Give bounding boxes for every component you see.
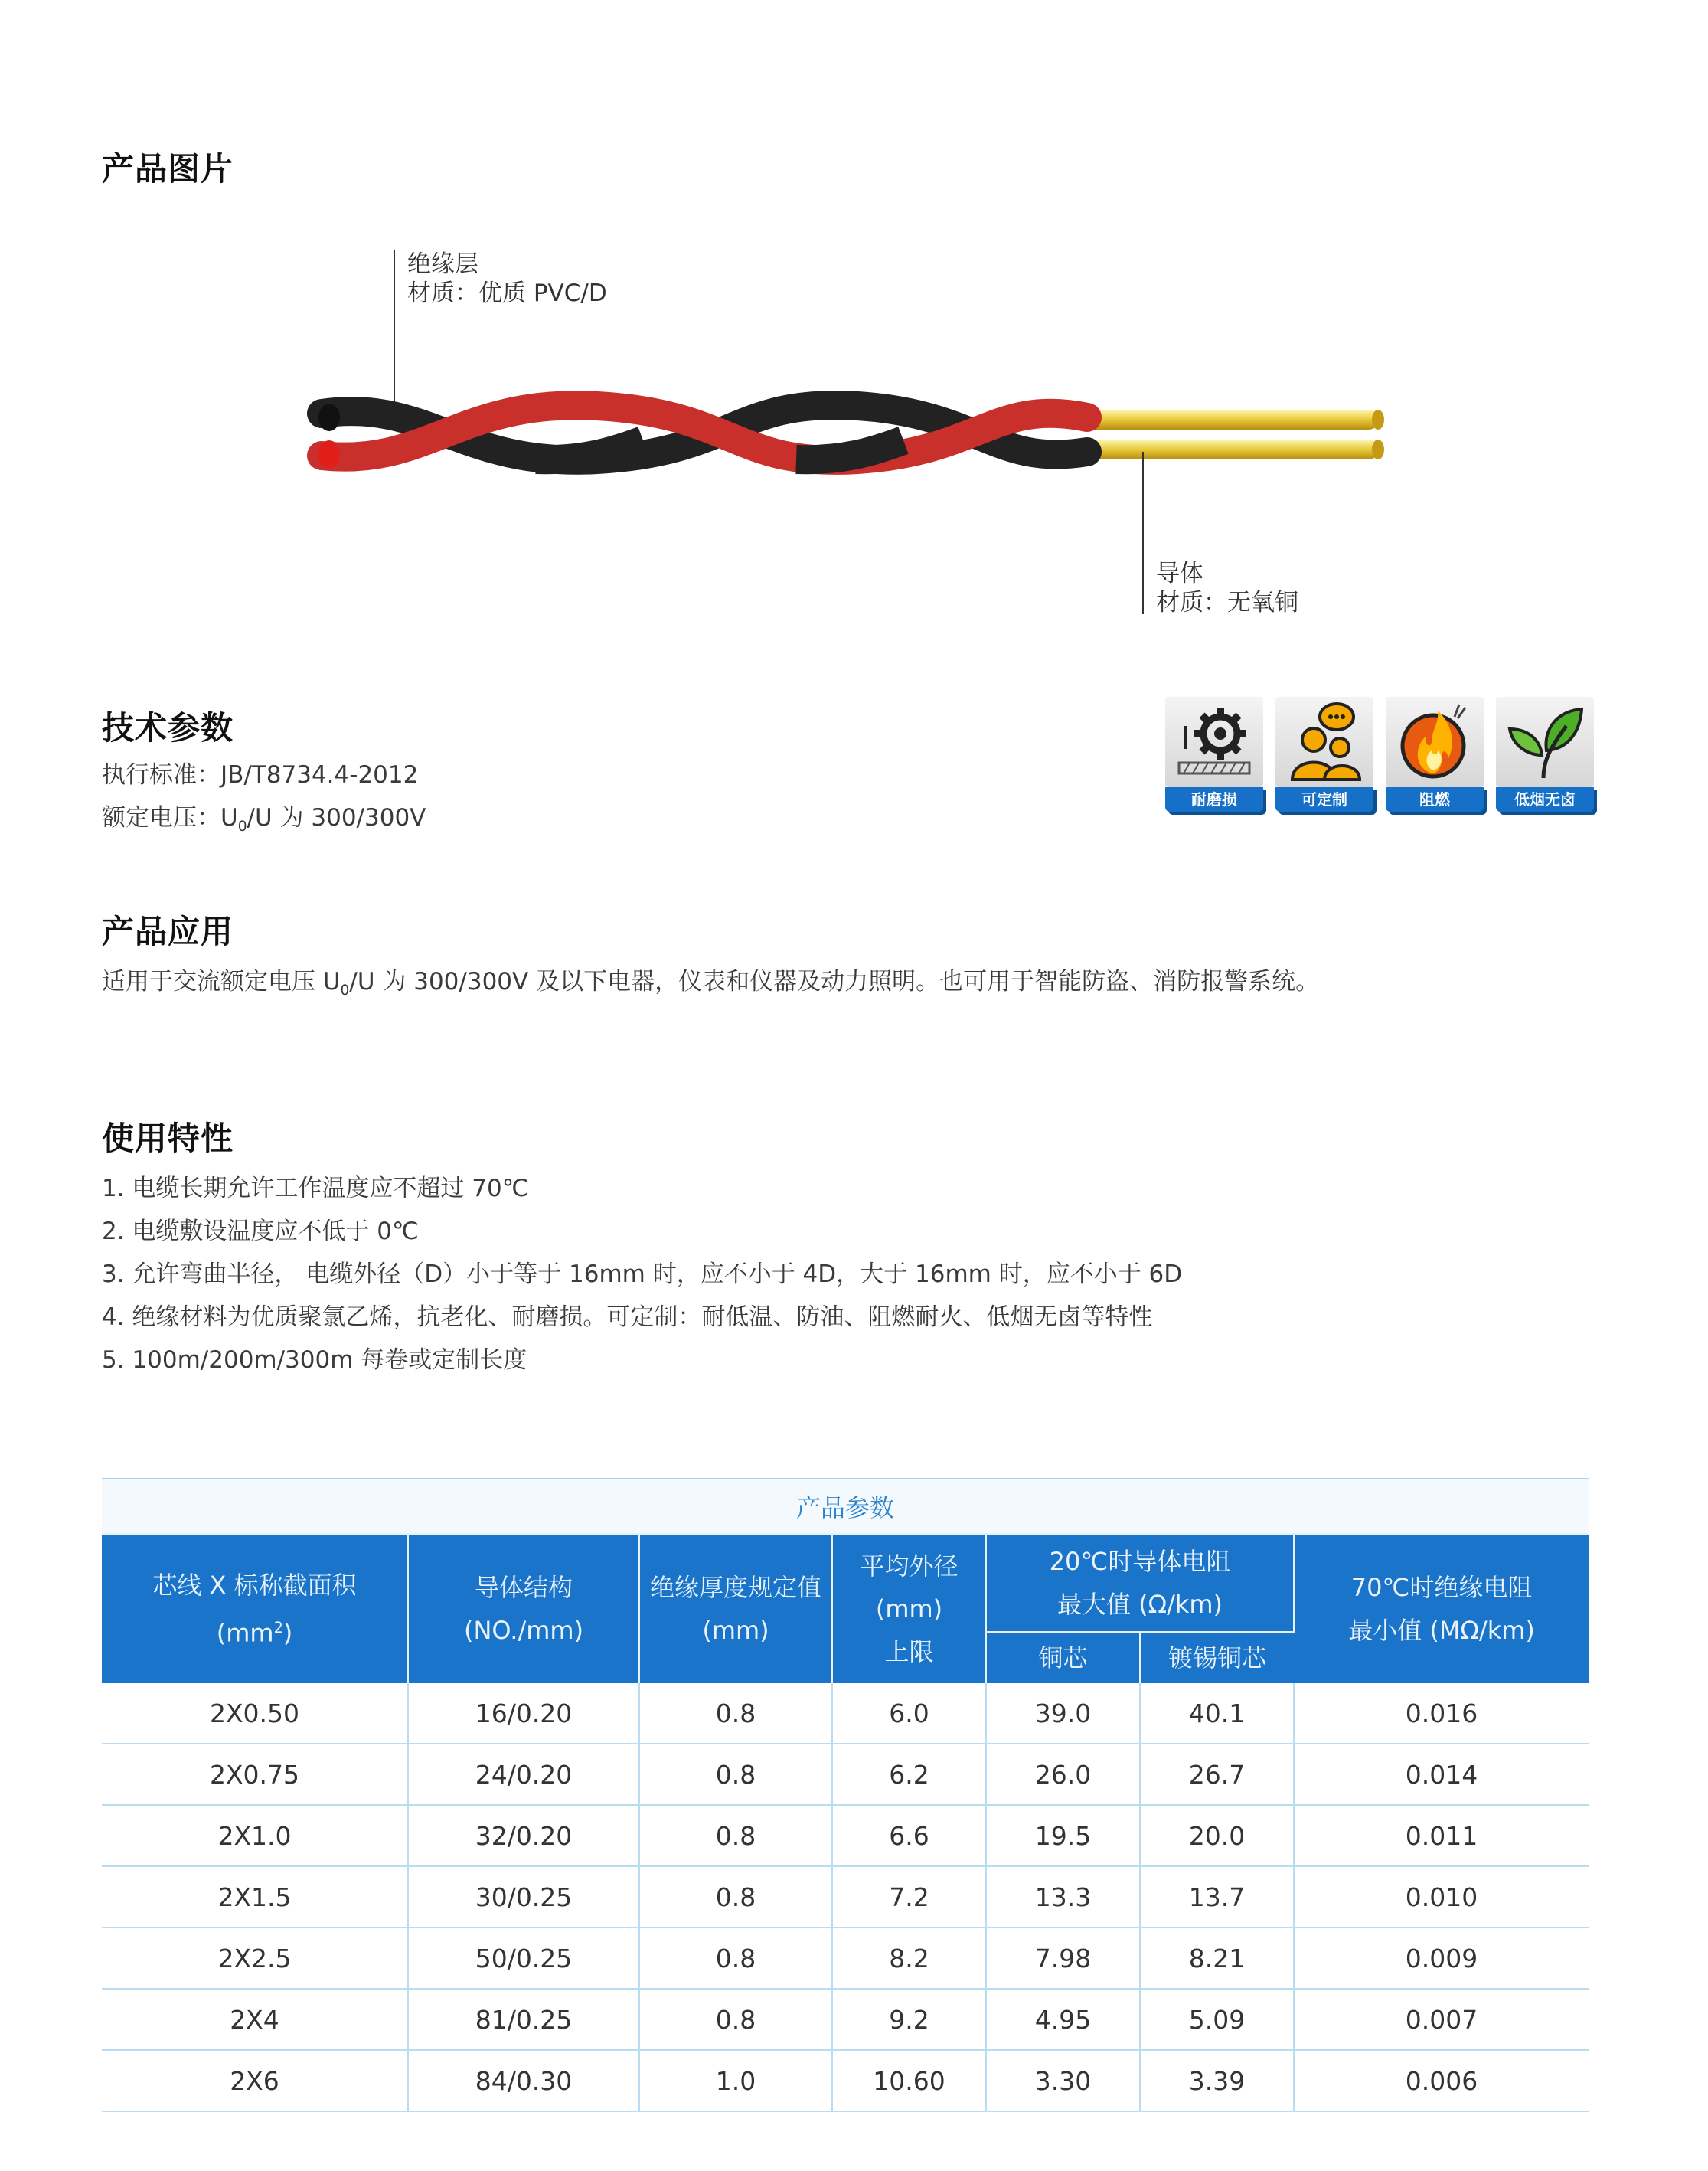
cell-conductor-structure: 50/0.25 <box>408 1927 639 1989</box>
tech-standard: 执行标准：JB/T8734.4-2012 <box>102 761 419 789</box>
badge-low-smoke-halogen-free <box>1496 697 1594 813</box>
header-outer-diameter-unit: (mm) <box>875 1594 943 1623</box>
feature-item: 5. 100m/200m/300m 每卷或定制长度 <box>102 1346 527 1374</box>
header-unit-close: ) <box>282 1618 293 1648</box>
cell-outer-diameter: 9.2 <box>832 1989 986 2050</box>
cell-cross-section: 2X0.50 <box>102 1683 408 1744</box>
table-header-row <box>102 1534 1589 1632</box>
twisted-cable-illustration <box>306 383 1393 490</box>
application-text-suffix: /U 为 300/300V 及以下电器，仪表和仪器及动力照明。也可用于智能防盗、消防报警系统。 <box>349 968 1320 996</box>
header-conductor-resistance-label: 20℃时导体电阻 <box>1049 1547 1231 1576</box>
cell-copper-resistance: 3.30 <box>986 2050 1140 2111</box>
flame-icon <box>1395 700 1474 784</box>
cell-conductor-structure: 30/0.25 <box>408 1866 639 1927</box>
black-wire-overlap <box>536 440 643 459</box>
cell-tinned-resistance: 20.0 <box>1140 1805 1294 1866</box>
cell-tinned-resistance: 5.09 <box>1140 1989 1294 2050</box>
gear-icon <box>1176 703 1252 780</box>
cell-cross-section: 2X1.0 <box>102 1805 408 1866</box>
table-caption-row <box>102 1479 1589 1534</box>
header-outer-diameter <box>832 1534 986 1683</box>
badge-flame-retardant <box>1386 697 1484 813</box>
feature-item: 4. 绝缘材料为优质聚氯乙烯，抗老化、耐磨损。可定制：耐低温、防油、阻燃耐火、低烟无卤等特性 <box>102 1303 1153 1331</box>
badge-caption: 低烟无卤 <box>1496 787 1594 812</box>
red-wire-end <box>318 440 340 468</box>
section-title-features: 使用特性 <box>102 1120 234 1157</box>
cell-copper-resistance: 19.5 <box>986 1805 1140 1866</box>
cell-outer-diameter: 6.0 <box>832 1683 986 1744</box>
cell-insulation-thickness: 0.8 <box>639 1989 832 2050</box>
cell-tinned-resistance: 26.7 <box>1140 1744 1294 1805</box>
cell-conductor-structure: 84/0.30 <box>408 2050 639 2111</box>
cell-outer-diameter: 7.2 <box>832 1866 986 1927</box>
tech-voltage-sub: 0 <box>237 819 247 835</box>
conductor-leader-line <box>1142 452 1144 614</box>
conductor-callout-title: 导体 <box>1156 560 1203 587</box>
cell-insulation-resistance: 0.010 <box>1294 1866 1589 1927</box>
table-row <box>102 2050 1589 2111</box>
cell-insulation-resistance: 0.014 <box>1294 1744 1589 1805</box>
feature-item: 1. 电缆长期允许工作温度应不超过 70℃ <box>102 1175 529 1202</box>
conductor-strand-top <box>1079 410 1378 430</box>
cell-outer-diameter: 8.2 <box>832 1927 986 1989</box>
cell-tinned-resistance: 13.7 <box>1140 1866 1294 1927</box>
table-row <box>102 1989 1589 2050</box>
header-insulation-thickness-unit: (mm) <box>702 1616 769 1645</box>
cell-conductor-structure: 24/0.20 <box>408 1744 639 1805</box>
header-copper-core: 铜芯 <box>986 1632 1140 1683</box>
header-outer-diameter-label: 平均外径 <box>860 1551 959 1581</box>
header-insulation-resistance-unit: 最小值 (MΩ/km) <box>1348 1616 1535 1645</box>
application-text <box>102 962 1319 999</box>
tech-voltage <box>102 798 426 835</box>
people-chat-icon <box>1283 700 1366 784</box>
cell-conductor-structure: 16/0.20 <box>408 1683 639 1744</box>
table-row <box>102 1866 1589 1927</box>
cell-cross-section: 2X2.5 <box>102 1927 408 1989</box>
header-unit-sup: 2 <box>273 1618 283 1636</box>
conductor-tip-top <box>1372 410 1384 430</box>
product-parameters-table <box>102 1478 1589 2112</box>
cell-insulation-thickness: 0.8 <box>639 1744 832 1805</box>
conductor-callout-material: 材质：无氧铜 <box>1156 589 1298 616</box>
cell-copper-resistance: 4.95 <box>986 1989 1140 2050</box>
header-cross-section-unit <box>103 1607 407 1655</box>
table-row <box>102 1683 1589 1744</box>
cell-insulation-thickness: 1.0 <box>639 2050 832 2111</box>
insulation-callout <box>407 250 607 308</box>
black-wire-end <box>318 404 340 431</box>
header-outer-diameter-limit: 上限 <box>884 1637 934 1666</box>
leaf-icon <box>1505 705 1585 781</box>
section-title-tech: 技术参数 <box>102 709 234 747</box>
cell-tinned-resistance: 8.21 <box>1140 1927 1294 1989</box>
cell-insulation-resistance: 0.011 <box>1294 1805 1589 1866</box>
cell-insulation-resistance: 0.016 <box>1294 1683 1589 1744</box>
cell-cross-section: 2X0.75 <box>102 1744 408 1805</box>
cell-copper-resistance: 7.98 <box>986 1927 1140 1989</box>
cell-copper-resistance: 13.3 <box>986 1866 1140 1927</box>
cell-conductor-structure: 32/0.20 <box>408 1805 639 1866</box>
header-tinned-copper-core: 镀锡铜芯 <box>1140 1632 1294 1683</box>
cell-copper-resistance: 26.0 <box>986 1744 1140 1805</box>
badge-wear-resistant <box>1165 697 1263 813</box>
feature-item: 2. 电缆敷设温度应不低于 0℃ <box>102 1218 419 1245</box>
application-text-sub: 0 <box>340 983 350 999</box>
black-wire-overlap-2 <box>796 440 903 459</box>
header-unit-mm: (mm <box>216 1618 274 1648</box>
cell-insulation-resistance: 0.007 <box>1294 1989 1589 2050</box>
table-row <box>102 1805 1589 1866</box>
insulation-callout-material: 材质：优质 PVC/D <box>407 280 607 307</box>
header-cross-section <box>102 1534 408 1683</box>
cell-outer-diameter: 6.6 <box>832 1805 986 1866</box>
cell-insulation-thickness: 0.8 <box>639 1805 832 1866</box>
tech-voltage-prefix: 额定电压：U <box>102 804 238 832</box>
header-insulation-resistance-label: 70℃时绝缘电阻 <box>1350 1573 1533 1602</box>
table-row <box>102 1927 1589 1989</box>
cell-cross-section: 2X6 <box>102 2050 408 2111</box>
cell-insulation-thickness: 0.8 <box>639 1927 832 1989</box>
cell-cross-section: 2X1.5 <box>102 1866 408 1927</box>
header-conductor-resistance-unit: 最大值 (Ω/km) <box>1056 1590 1223 1619</box>
badge-caption: 耐磨损 <box>1165 787 1263 812</box>
conductor-callout <box>1156 559 1298 617</box>
conductor-tip-bottom <box>1372 440 1384 459</box>
header-conductor-resistance <box>986 1534 1294 1632</box>
cell-tinned-resistance: 3.39 <box>1140 2050 1294 2111</box>
tech-voltage-suffix: /U 为 300/300V <box>247 804 426 832</box>
cell-cross-section: 2X4 <box>102 1989 408 2050</box>
header-conductor-structure <box>408 1534 639 1683</box>
header-insulation-thickness <box>639 1534 832 1683</box>
cell-tinned-resistance: 40.1 <box>1140 1683 1294 1744</box>
table-caption: 产品参数 <box>102 1479 1589 1534</box>
badge-caption: 可定制 <box>1275 787 1373 812</box>
cell-insulation-thickness: 0.8 <box>639 1866 832 1927</box>
header-conductor-structure-label: 导体结构 <box>474 1573 573 1602</box>
cell-insulation-resistance: 0.006 <box>1294 2050 1589 2111</box>
header-insulation-resistance <box>1294 1534 1589 1683</box>
badge-caption: 阻燃 <box>1386 787 1484 812</box>
header-insulation-thickness-label: 绝缘厚度规定值 <box>649 1573 821 1602</box>
cell-copper-resistance: 39.0 <box>986 1683 1140 1744</box>
cell-outer-diameter: 6.2 <box>832 1744 986 1805</box>
insulation-callout-title: 绝缘层 <box>407 250 478 278</box>
application-text-prefix: 适用于交流额定电压 U <box>102 968 341 996</box>
cell-insulation-resistance: 0.009 <box>1294 1927 1589 1989</box>
table-row <box>102 1744 1589 1805</box>
cell-conductor-structure: 81/0.25 <box>408 1989 639 2050</box>
cell-insulation-thickness: 0.8 <box>639 1683 832 1744</box>
feature-item: 3. 允许弯曲半径， 电缆外径（D）小于等于 16mm 时，应不小于 4D，大于 16mm 时，应不小于 6D <box>102 1260 1183 1288</box>
header-conductor-structure-unit: (NO./mm) <box>463 1616 584 1645</box>
header-cross-section-label: 芯线 X 标称截面积 <box>152 1570 357 1600</box>
cell-outer-diameter: 10.60 <box>832 2050 986 2111</box>
badge-customizable <box>1275 697 1373 813</box>
conductor-strand-bottom <box>1079 440 1378 459</box>
section-title-application: 产品应用 <box>102 913 234 950</box>
section-title-picture: 产品图片 <box>102 150 234 188</box>
